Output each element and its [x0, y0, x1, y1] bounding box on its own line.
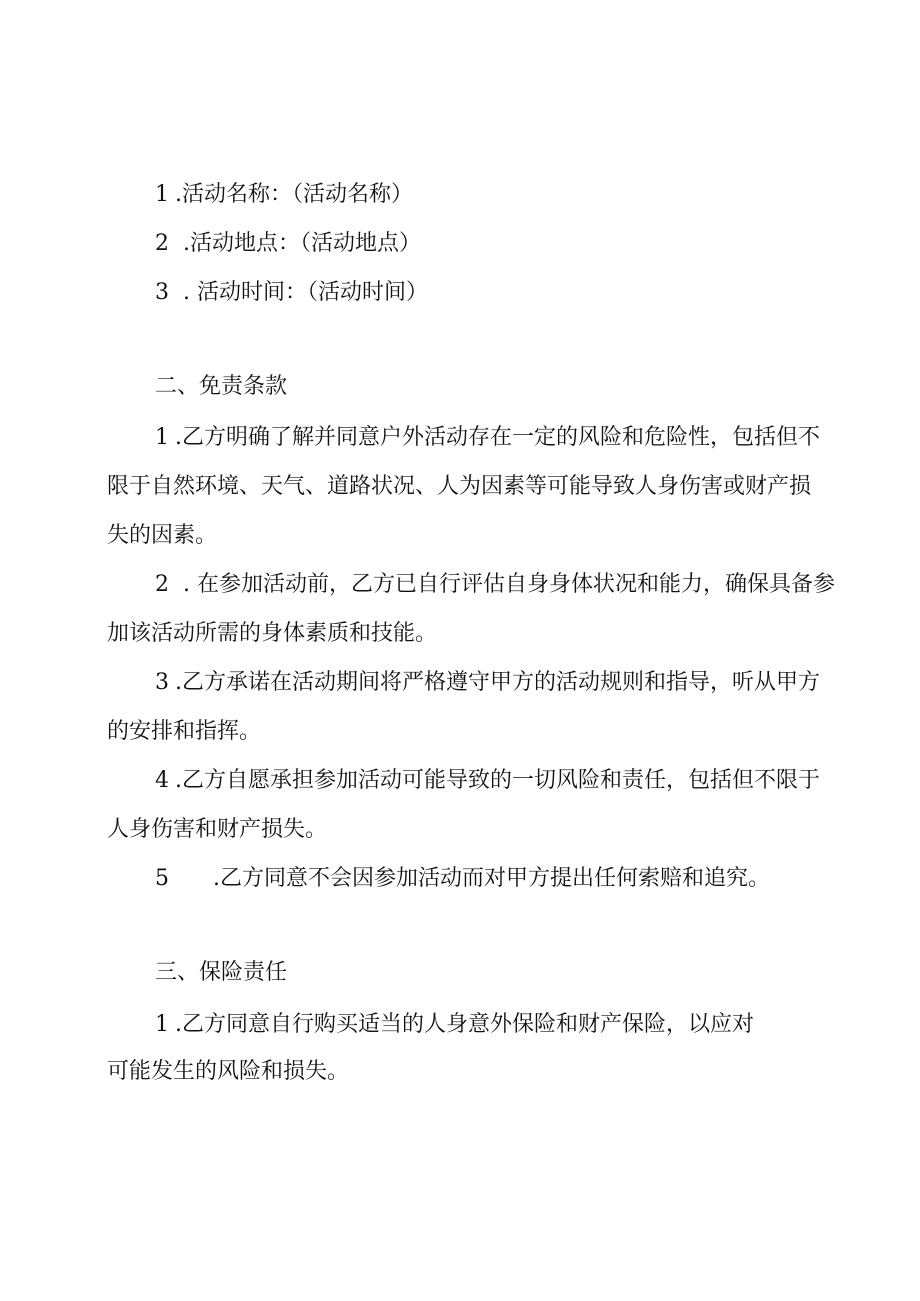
insurance-item-1: [155, 1010, 754, 1040]
item-continuation: 加该活动所需的身体素质和技能。: [107, 621, 438, 646]
item-continuation: 可能发生的风险和损失。: [107, 1059, 350, 1084]
item-number: 2: [155, 572, 169, 597]
item-number: 2: [155, 231, 169, 256]
item-number: 1: [155, 1012, 169, 1037]
item-text: .乙方同意不会因参加活动而对甲方提出任何索赔和追究。: [213, 866, 770, 891]
info-item-time: [155, 278, 428, 308]
info-item-name: [155, 180, 413, 210]
item-number: 3: [155, 280, 169, 305]
item-number: 4: [155, 768, 169, 793]
info-item-location: [155, 229, 421, 259]
item-text: .乙方承诺在活动期间将严格遵守甲方的活动规则和指导，听从甲方: [175, 670, 820, 695]
item-number: 1: [155, 182, 169, 207]
item-number: 3: [155, 670, 169, 695]
item-text: .活动地点：（活动地点）: [183, 231, 421, 256]
disclaimer-item-1: [155, 423, 820, 453]
disclaimer-item-3: [155, 668, 820, 698]
item-number: 1: [155, 425, 169, 450]
disclaimer-item-4: [155, 766, 820, 796]
item-continuation: 的安排和指挥。: [107, 719, 262, 744]
section-heading-insurance: 三、保险责任: [155, 960, 288, 985]
item-text: .活动名称：（活动名称）: [175, 182, 413, 207]
disclaimer-item-2: [155, 570, 835, 600]
item-continuation: 限于自然环境、天气、道路状况、人为因素等可能导致人身伤害或财产损: [107, 474, 812, 499]
item-continuation: 失的因素。: [107, 523, 218, 548]
item-text: . 在参加活动前，乙方已自行评估自身身体状况和能力，确保具备参: [183, 572, 835, 597]
disclaimer-item-5: [155, 864, 770, 894]
item-continuation: 人身伤害和财产损失。: [107, 817, 328, 842]
item-text: .乙方自愿承担参加活动可能导致的一切风险和责任，包括但不限于: [175, 768, 820, 793]
item-text: . 活动时间：（活动时间）: [183, 280, 428, 305]
item-text: .乙方同意自行购买适当的人身意外保险和财产保险，以应对: [175, 1012, 754, 1037]
item-number: 5: [155, 866, 169, 891]
item-text: .乙方明确了解并同意户外活动存在一定的风险和危险性，包括但不: [175, 425, 820, 450]
section-heading-disclaimer: 二、免责条款: [155, 374, 288, 399]
